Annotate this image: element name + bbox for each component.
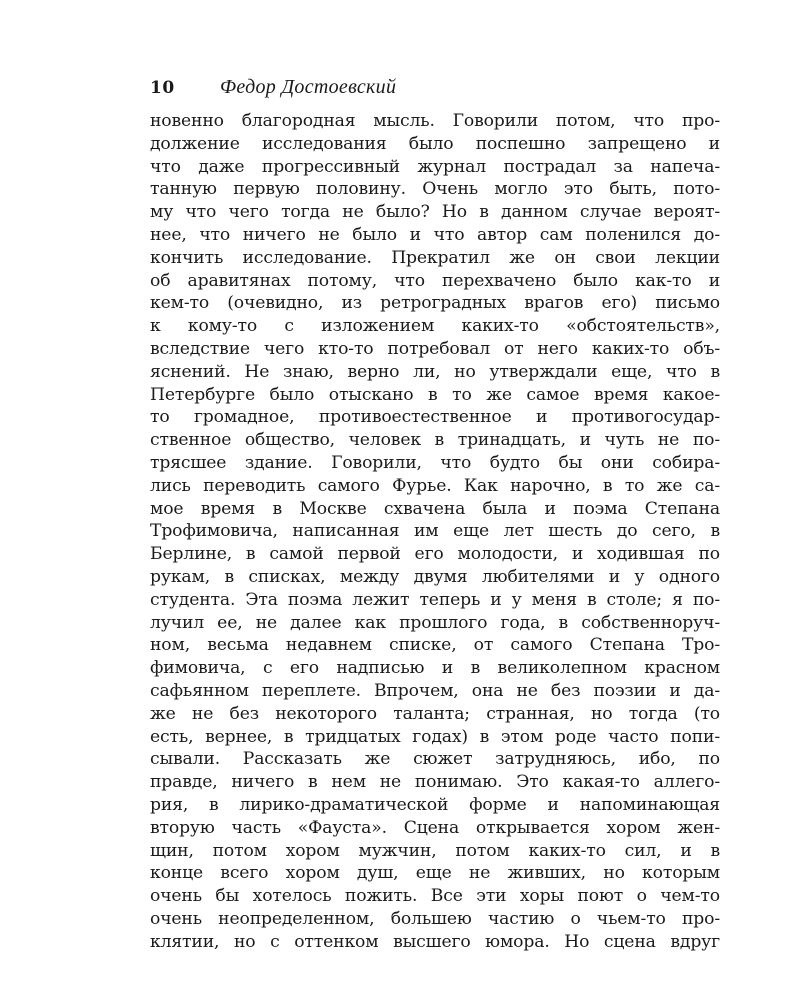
text-line: новенно благородная мысль. Говорили потом, что про- — [150, 111, 720, 131]
text-line: сывали. Рассказать же сюжет затрудняюсь, ибо, по — [150, 749, 720, 770]
text-line: трясшее здание. Говорили, что будто бы они собира- — [150, 452, 720, 473]
text-line: правде, ничего в нем не понимаю. Это какая-то аллего- — [150, 772, 720, 793]
text-line: вследствие чего кто-то потребовал от него каких-то объ- — [150, 338, 720, 359]
text-line: Трофимовича, написанная им еще лет шесть до сего, в — [150, 521, 720, 542]
text-line: очень неопределенном, большею частию о чьем-то про- — [150, 908, 720, 929]
running-head — [150, 76, 720, 102]
text-line: сафьянном переплете. Впрочем, она не без поэзии и да- — [150, 680, 720, 701]
running-title-author: Федор Достоевский — [220, 76, 397, 98]
text-line: есть, вернее, в тридцатых годах) в этом роде часто попи- — [150, 726, 720, 747]
text-line: студента. Эта поэма лежит теперь и у меня в столе; я по- — [150, 589, 720, 610]
text-line: должение исследования было поспешно запрещено и — [150, 133, 720, 154]
text-line: очень бы хотелось пожить. Все эти хоры поют о чем-то — [150, 886, 720, 907]
text-line: лись переводить самого Фурье. Как нарочно, в то же са- — [150, 475, 720, 496]
text-line: мое время в Москве схвачена была и поэма Степана — [150, 498, 720, 519]
text-line: клятии, но с оттенком высшего юмора. Но сцена вдруг — [150, 931, 720, 952]
text-line: к кому-то с изложением каких-то «обстоятельств», — [150, 316, 720, 337]
text-line: Петербурге было отыскано в то же самое время какое- — [150, 384, 720, 405]
body-text — [150, 110, 720, 953]
text-line: щин, потом хором мужчин, потом каких-то сил, и в — [150, 840, 720, 861]
text-line: кем-то (очевидно, из ретроградных врагов его) письмо — [150, 293, 720, 314]
text-line: вторую часть «Фауста». Сцена открывается хором жен- — [150, 817, 720, 838]
text-line: конце всего хором душ, еще не живших, но которым — [150, 863, 720, 884]
text-line: что даже прогрессивный журнал пострадал за напеча- — [150, 156, 720, 177]
text-line: об аравитянах потому, что перехвачено было как-то и — [150, 270, 720, 291]
text-line: яснений. Не знаю, верно ли, но утверждали еще, что в — [150, 361, 720, 382]
text-line: рия, в лирико-драматической форме и напоминающая — [150, 794, 720, 815]
text-line: нее, что ничего не было и что автор сам поленился до- — [150, 224, 720, 245]
text-line: ном, весьма недавнем списке, от самого Степана Тро- — [150, 635, 720, 656]
text-line: же не без некоторого таланта; странная, но тогда (то — [150, 703, 720, 724]
text-line: то громадное, противоестественное и противогосудар- — [150, 407, 720, 428]
text-line: му что чего тогда не было? Но в данном случае вероят- — [150, 202, 720, 223]
text-line: танную первую половину. Очень могло это быть, пото- — [150, 179, 720, 200]
text-line: ственное общество, человек в тринадцать, и чуть не по- — [150, 430, 720, 451]
text-line: фимовича, с его надписью и в великолепном красном — [150, 658, 720, 679]
text-line: рукам, в списках, между двумя любителями и у одного — [150, 566, 720, 587]
text-line: Берлине, в самой первой его молодости, и ходившая по — [150, 544, 720, 565]
text-line: лучил ее, не далее как прошлого года, в собственноруч- — [150, 612, 720, 633]
text-line: кончить исследование. Прекратил же он свои лекции — [150, 247, 720, 268]
page-number: 10 — [150, 78, 175, 98]
